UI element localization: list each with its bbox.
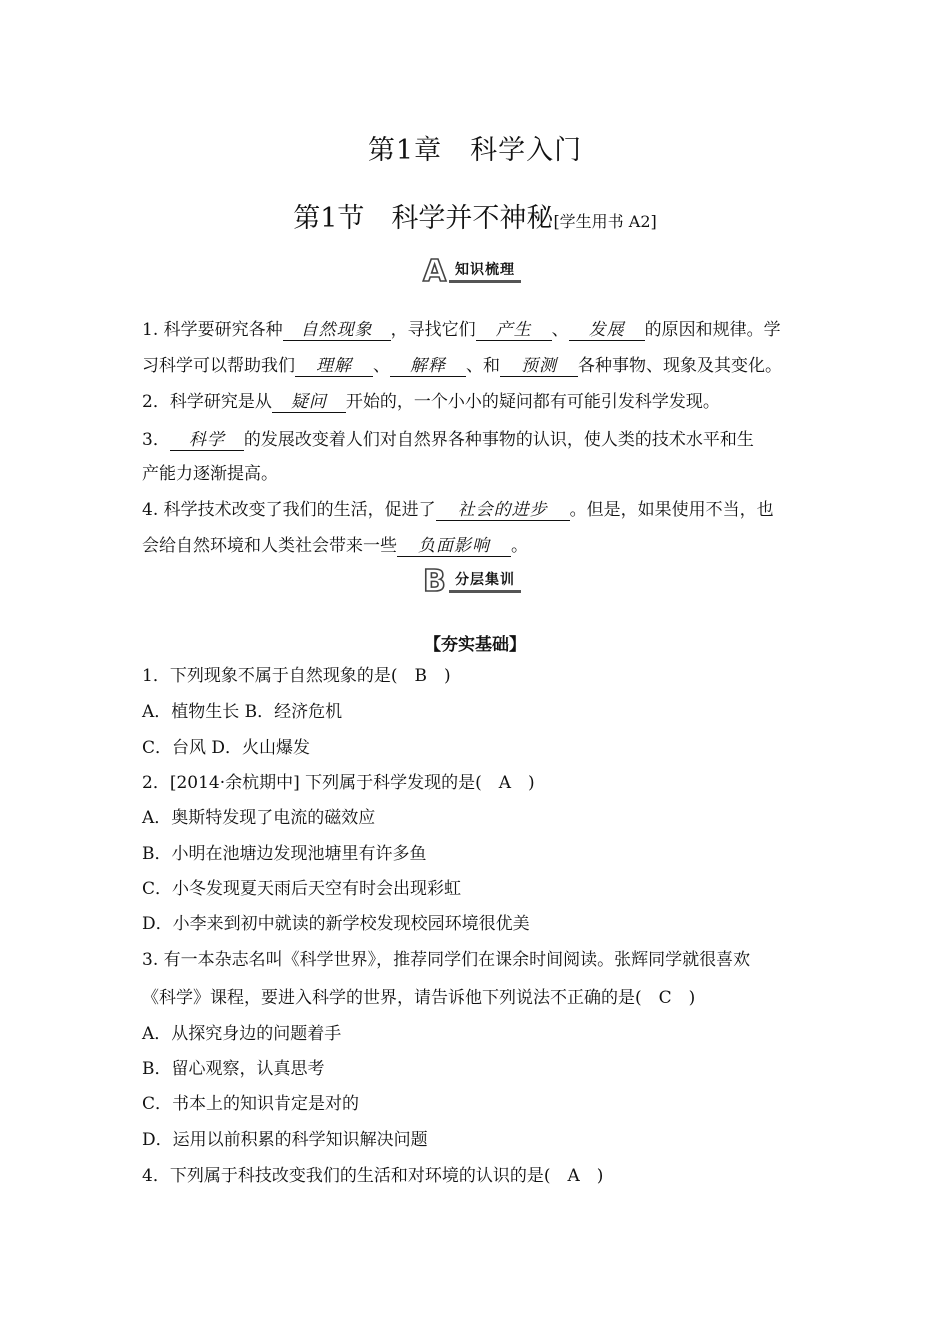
knowledge-item-3-line-2: 产能力逐渐提高。 (142, 464, 278, 484)
knowledge-item-1-line-1 (142, 318, 781, 342)
question-3-option-c: C．书本上的知识肯定是对的 (142, 1094, 360, 1114)
question-2-option-a: A．奥斯特发现了电流的磁效应 (142, 808, 376, 828)
answer-blank: 预测 (500, 356, 578, 377)
badge-letter-b: B (423, 564, 446, 599)
answer-blank: 理解 (295, 356, 373, 377)
knowledge-item-1-line-2 (142, 354, 782, 378)
answer-blank: 发展 (569, 320, 645, 341)
text-segment: 3． (142, 430, 170, 450)
question-3-option-b: B．留心观察，认真思考 (142, 1059, 325, 1079)
badge-letter-a: A (423, 254, 447, 289)
layered-training-badge (423, 566, 528, 598)
text-segment: 会给自然环境和人类社会带来一些 (142, 536, 397, 556)
answer-blank: 自然现象 (283, 320, 391, 341)
foundation-heading: 【夯实基础】 (424, 635, 526, 655)
question-1-options-ab: A．植物生长 B．经济危机 (142, 702, 343, 722)
question-2-option-c: C．小冬发现夏天雨后天空有时会出现彩虹 (142, 879, 462, 899)
section-title (0, 196, 950, 235)
text-segment: 4. 科学技术改变了我们的生活，促进了 (142, 500, 436, 520)
text-segment: 的发展改变着人们对自然界各种事物的认识，使人类的技术水平和生 (243, 430, 754, 450)
text-segment: 2．科学研究是从 (142, 392, 272, 412)
answer-blank: 疑问 (272, 392, 346, 413)
text-segment: 。 (511, 536, 528, 556)
text-segment: 习科学可以帮助我们 (142, 356, 295, 376)
question-2: 2．[2014·余杭期中] 下列属于科学发现的是( A ) (142, 773, 535, 793)
text-segment: 、 (551, 320, 569, 340)
question-4: 4．下列属于科技改变我们的生活和对环境的认识的是( A ) (142, 1166, 604, 1186)
text-segment: 、和 (466, 356, 500, 376)
question-1-options-cd: C．台风 D．火山爆发 (142, 738, 311, 758)
answer-blank: 科学 (170, 430, 244, 451)
text-segment: ，寻找它们 (390, 320, 476, 340)
knowledge-item-2 (142, 390, 720, 414)
question-3-option-d: D．运用以前积累的科学知识解决问题 (142, 1130, 428, 1150)
badge-label-training: 分层集训 (449, 570, 521, 593)
answer-blank: 产生 (476, 320, 552, 341)
text-segment: 的原因和规律。学 (644, 320, 781, 340)
chapter-title: 第1章 科学入门 (367, 135, 583, 166)
answer-blank: 社会的进步 (436, 500, 570, 521)
knowledge-item-4-line-2 (142, 534, 528, 558)
text-segment: 各种事物、现象及其变化。 (578, 356, 782, 376)
text-segment: 1. 科学要研究各种 (142, 320, 283, 340)
section-title-text: 第1节 科学并不神秘 (293, 203, 554, 234)
question-2-option-b: B．小明在池塘边发现池塘里有许多鱼 (142, 844, 427, 864)
badge-label-knowledge: 知识梳理 (449, 260, 521, 283)
knowledge-item-3-line-1 (142, 428, 754, 452)
question-1: 1．下列现象不属于自然现象的是( B ) (142, 666, 451, 686)
answer-blank: 解释 (390, 356, 466, 377)
text-segment: 。但是，如果使用不当，也 (569, 500, 774, 520)
text-segment: 开始的，一个小小的疑问都有可能引发科学发现。 (345, 392, 720, 412)
text-segment: 、 (373, 356, 390, 376)
knowledge-item-4-line-1 (142, 498, 774, 522)
question-3-option-a: A．从探究身边的问题着手 (142, 1024, 342, 1044)
section-source: [学生用书 A2] (553, 212, 657, 231)
question-3-line-1: 3. 有一本杂志名叫《科学世界》，推荐同学们在课余时间阅读。张辉同学就很喜欢 (142, 950, 751, 970)
answer-blank: 负面影响 (397, 536, 511, 557)
question-2-option-d: D．小李来到初中就读的新学校发现校园环境很优美 (142, 914, 530, 934)
question-3-line-2: 《科学》课程，要进入科学的世界，请告诉他下列说法不正确的是( C ) (142, 988, 696, 1008)
knowledge-review-badge (423, 256, 528, 288)
